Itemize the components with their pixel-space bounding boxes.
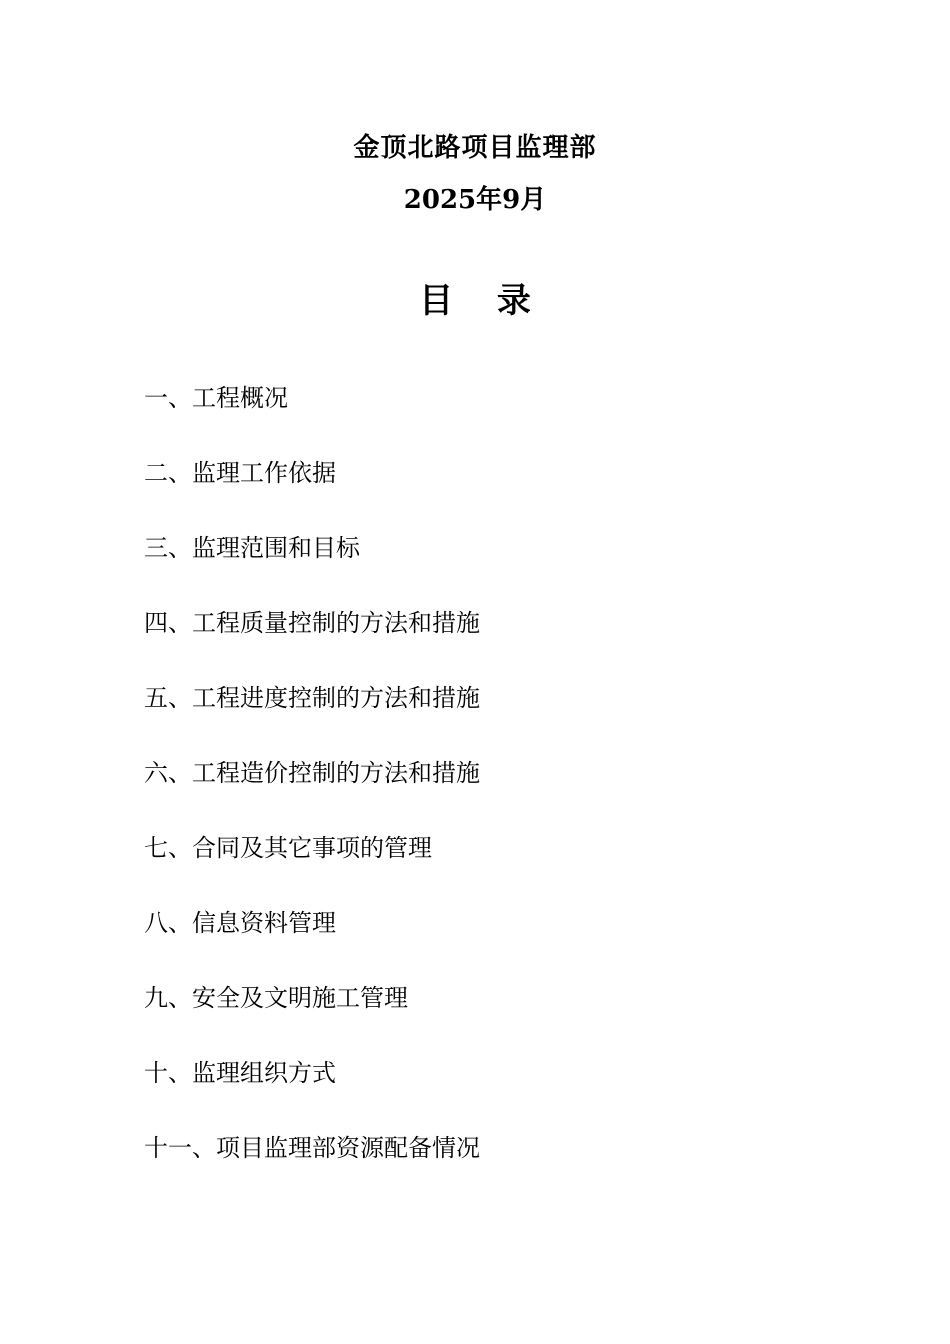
document-date: 2025年9月	[403, 185, 547, 215]
toc-item[interactable]: 六、工程造价控制的方法和措施	[144, 759, 480, 787]
table-of-contents	[144, 380, 480, 1205]
toc-item[interactable]: 一、工程概况	[144, 384, 288, 412]
org-name: 金顶北路项目监理部	[353, 133, 597, 163]
toc-item[interactable]: 十、监理组织方式	[144, 1059, 336, 1087]
toc-item[interactable]: 五、工程进度控制的方法和措施	[144, 684, 480, 712]
toc-item[interactable]: 三、监理范围和目标	[144, 534, 360, 562]
toc-item[interactable]: 四、工程质量控制的方法和措施	[144, 609, 480, 637]
toc-item[interactable]: 九、安全及文明施工管理	[144, 984, 408, 1012]
toc-item[interactable]: 十一、项目监理部资源配备情况	[144, 1134, 480, 1162]
toc-title: 目 录	[419, 281, 547, 321]
toc-item[interactable]: 七、合同及其它事项的管理	[144, 834, 432, 862]
toc-item[interactable]: 八、信息资料管理	[144, 909, 336, 937]
toc-item[interactable]: 二、监理工作依据	[144, 459, 336, 487]
